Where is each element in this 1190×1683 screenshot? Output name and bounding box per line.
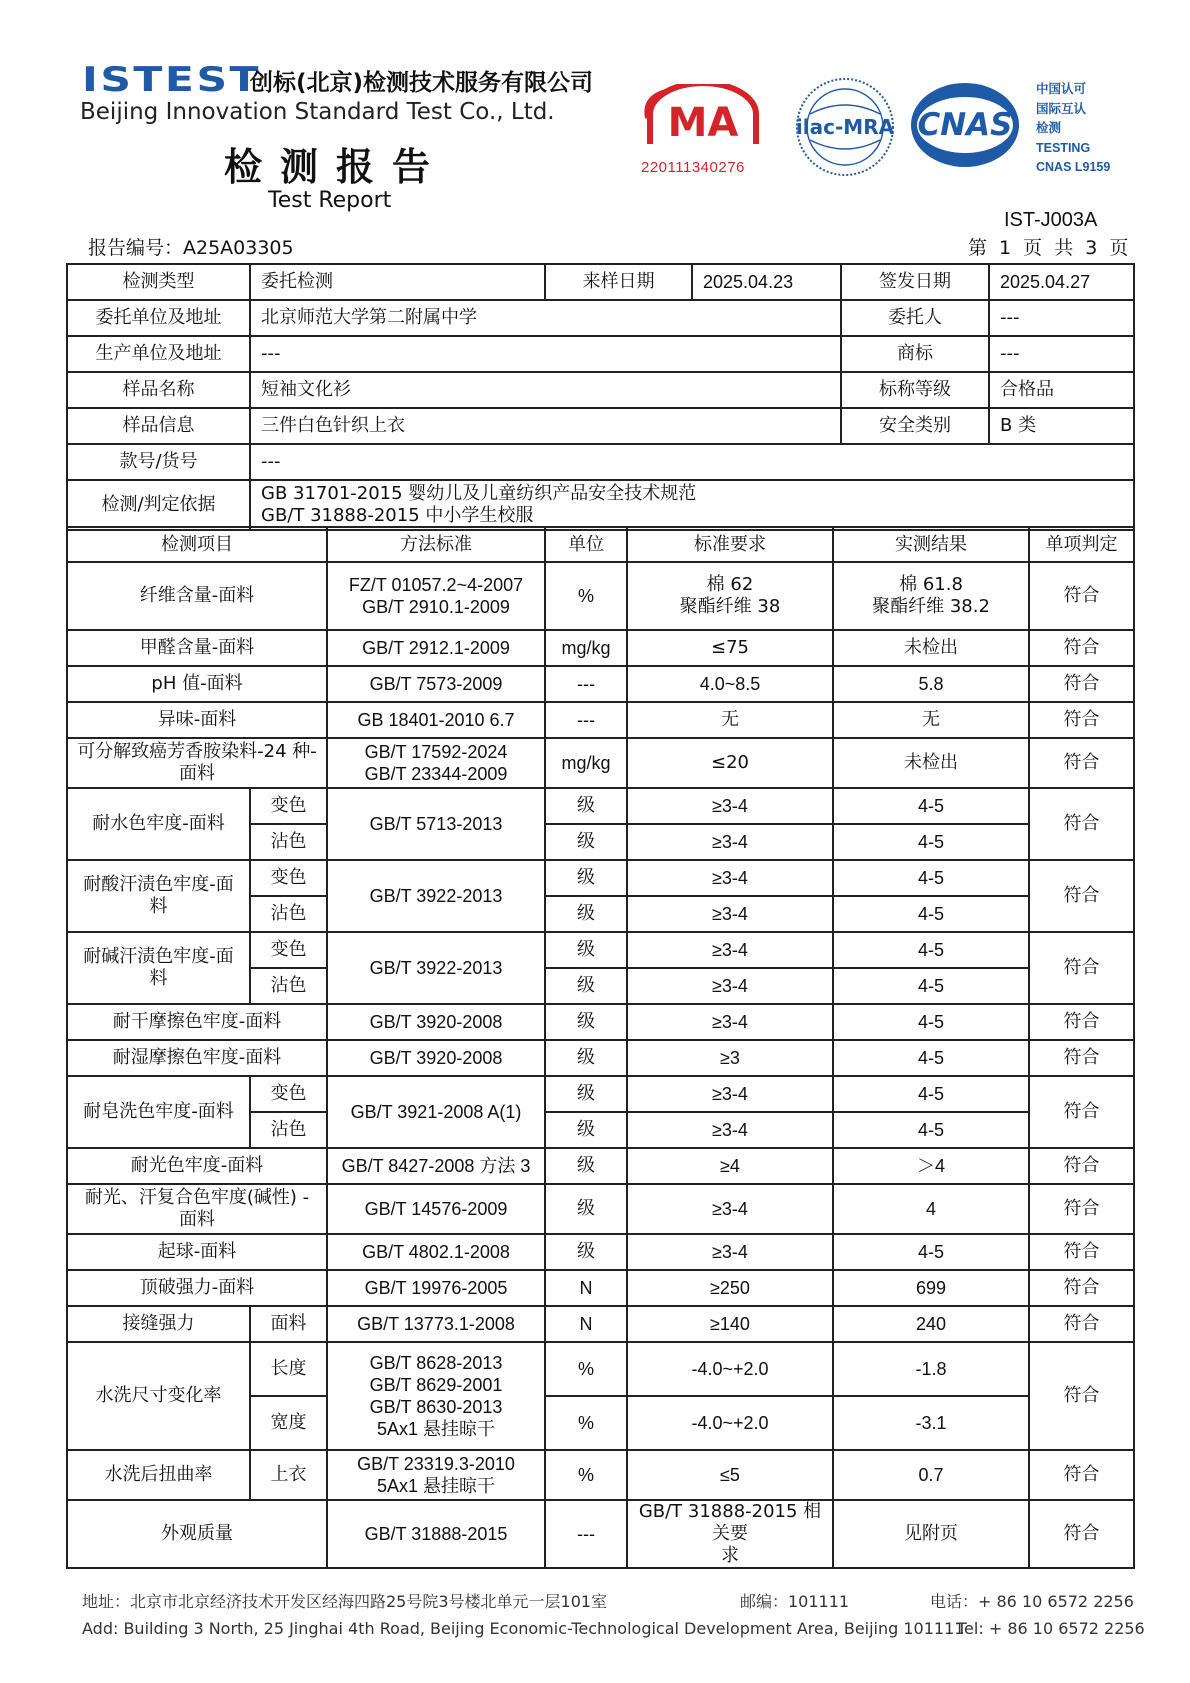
requirement-cell: ≥3-4: [627, 788, 833, 824]
unit-cell: 级: [545, 896, 627, 932]
unit-cell: 级: [545, 1076, 627, 1112]
item-cell: 耐皂洗色牢度-面料: [67, 1076, 250, 1148]
table-row: [67, 336, 1134, 372]
client-label: 委托单位及地址: [67, 300, 250, 336]
method-cell: GB/T 4802.1-2008: [327, 1234, 545, 1270]
column-header: 实测结果: [833, 527, 1029, 562]
requirement-cell: [627, 1500, 833, 1568]
judgment-cell: 符合: [1029, 630, 1134, 666]
cnas-line: 中国认可: [1036, 82, 1087, 96]
grade-label: 标称等级: [841, 372, 989, 408]
cma-seal-icon: [640, 84, 766, 146]
judgment-cell: 符合: [1029, 1500, 1134, 1568]
sample-date-label: 来样日期: [545, 264, 692, 300]
result-line: 棉 61.8: [899, 574, 963, 595]
result-cell: ＞4: [833, 1148, 1029, 1184]
judgment-cell: 符合: [1029, 1004, 1134, 1040]
item-line: 面料: [179, 1209, 215, 1230]
item-cell: [67, 932, 250, 1004]
item-cell: 耐干摩擦色牢度-面料: [67, 1004, 327, 1040]
svg-text:CNAS: CNAS: [917, 107, 1013, 143]
requirement-cell: ≥3-4: [627, 1004, 833, 1040]
table-row: [67, 702, 1134, 738]
requirement-cell: ≥3-4: [627, 1076, 833, 1112]
issue-date-value: 2025.04.27: [989, 264, 1134, 300]
style-value: ---: [250, 444, 1134, 480]
unit-cell: N: [545, 1306, 627, 1342]
judgment-cell: 符合: [1029, 1342, 1134, 1450]
judgment-cell: 符合: [1029, 1234, 1134, 1270]
sub-item-cell: 沾色: [250, 1112, 327, 1148]
result-cell: 无: [833, 702, 1029, 738]
item-cell: 水洗后扭曲率: [67, 1450, 250, 1500]
table-row: [67, 300, 1134, 336]
item-cell: [67, 860, 250, 932]
unit-cell: 级: [545, 1112, 627, 1148]
svg-text:MA: MA: [667, 100, 739, 146]
method-line: 5Ax1 悬挂晾干: [376, 1476, 496, 1496]
requirement-cell: ≥3-4: [627, 1112, 833, 1148]
table-row: [67, 1270, 1134, 1306]
table-row: [67, 1306, 1134, 1342]
result-cell: 4-5: [833, 824, 1029, 860]
sub-item-cell: 沾色: [250, 896, 327, 932]
requirement-line: GB/T 31888-2015 相关要: [638, 1501, 822, 1544]
table-row: [67, 1004, 1134, 1040]
unit-cell: ---: [545, 666, 627, 702]
item-cell: 起球-面料: [67, 1234, 327, 1270]
sub-item-cell: 上衣: [250, 1450, 327, 1500]
unit-cell: 级: [545, 1040, 627, 1076]
item-line: 料: [149, 896, 168, 917]
basis-label: 检测/判定依据: [67, 480, 250, 530]
unit-cell: %: [545, 1342, 627, 1396]
item-line: 耐光、汗复合色牢度(碱性) -: [84, 1187, 310, 1208]
sample-info-label: 样品信息: [67, 408, 250, 444]
sub-item-cell: 变色: [250, 788, 327, 824]
manufacturer-value: ---: [250, 336, 841, 372]
result-cell: 4-5: [833, 968, 1029, 1004]
requirement-cell: ≥3: [627, 1040, 833, 1076]
item-cell: 异味-面料: [67, 702, 327, 738]
result-cell: 4-5: [833, 932, 1029, 968]
report-number: 报告编号：A25A03305: [88, 237, 294, 259]
item-cell: 耐光色牢度-面料: [67, 1148, 327, 1184]
judgment-cell: 符合: [1029, 1270, 1134, 1306]
cnas-line: 检测: [1036, 121, 1062, 135]
sample-name-value: 短袖文化衫: [250, 372, 841, 408]
judgment-cell: 符合: [1029, 1148, 1134, 1184]
cnas-line: TESTING: [1036, 140, 1091, 155]
requirement-cell: ≥3-4: [627, 1234, 833, 1270]
requirement-line: 求: [721, 1545, 739, 1566]
company-logo: ISTEST: [82, 60, 262, 100]
table-row: [67, 408, 1134, 444]
result-cell: 4-5: [833, 788, 1029, 824]
unit-cell: %: [545, 1396, 627, 1450]
requirement-cell: -4.0~+2.0: [627, 1396, 833, 1450]
column-header: 单项判定: [1029, 527, 1134, 562]
requirement-cell: ≥3-4: [627, 896, 833, 932]
judgment-cell: 符合: [1029, 860, 1134, 932]
judgment-cell: 符合: [1029, 1184, 1134, 1234]
basis-line: GB 31701-2015 婴幼儿及儿童纺织产品安全技术规范: [261, 483, 697, 504]
requirement-cell: ≥3-4: [627, 968, 833, 1004]
footer-phone-en: Tel: + 86 10 6572 2256: [957, 1619, 1145, 1638]
result-cell: 未检出: [833, 738, 1029, 788]
column-header: 单位: [545, 527, 627, 562]
unit-cell: 级: [545, 1184, 627, 1234]
cnas-accreditation-text: [1036, 80, 1110, 178]
sub-item-cell: 面料: [250, 1306, 327, 1342]
table-row: [67, 562, 1134, 630]
item-cell: 顶破强力-面料: [67, 1270, 327, 1306]
item-line: 可分解致癌芳香胺染料-24 种-: [77, 741, 317, 762]
method-cell: GB/T 8427-2008 方法 3: [327, 1148, 545, 1184]
type-label: 检测类型: [67, 264, 250, 300]
unit-cell: 级: [545, 1148, 627, 1184]
result-cell: 4-5: [833, 896, 1029, 932]
requirement-cell: ≥3-4: [627, 932, 833, 968]
requirement-cell: 4.0~8.5: [627, 666, 833, 702]
item-cell: pH 值-面料: [67, 666, 327, 702]
requirement-cell: ≤20: [627, 738, 833, 788]
method-line: GB/T 8629-2001: [369, 1375, 503, 1395]
column-header: 标准要求: [627, 527, 833, 562]
method-line: GB/T 8628-2013: [369, 1353, 503, 1373]
unit-cell: %: [545, 562, 627, 630]
item-cell: 水洗尺寸变化率: [67, 1342, 250, 1450]
requirement-cell: ≥4: [627, 1148, 833, 1184]
item-cell: [67, 738, 327, 788]
result-cell: 4-5: [833, 860, 1029, 896]
report-title-en: Test Report: [268, 188, 392, 213]
type-value: 委托检测: [250, 264, 545, 300]
requirement-cell: ≥3-4: [627, 824, 833, 860]
item-line: 面料: [179, 763, 215, 784]
issue-date-label: 签发日期: [841, 264, 989, 300]
sub-item-cell: 沾色: [250, 824, 327, 860]
item-cell: 甲醛含量-面料: [67, 630, 327, 666]
page-info: 第 1 页 共 3 页: [968, 237, 1132, 259]
unit-cell: %: [545, 1450, 627, 1500]
svg-text:ilac-MRA: ilac-MRA: [795, 115, 895, 139]
result-cell: 见附页: [833, 1500, 1029, 1568]
unit-cell: 级: [545, 860, 627, 896]
requirement-cell: 无: [627, 702, 833, 738]
cnas-line: 国际互认: [1036, 101, 1087, 116]
method-cell: GB/T 31888-2015: [327, 1500, 545, 1568]
company-name-cn: 创标(北京)检测技术服务有限公司: [250, 70, 594, 96]
document-code: IST-J003A: [1004, 209, 1098, 231]
result-cell: 4: [833, 1184, 1029, 1234]
method-cell: [327, 1342, 545, 1450]
unit-cell: mg/kg: [545, 630, 627, 666]
result-cell: 240: [833, 1306, 1029, 1342]
cma-number: 220111340276: [641, 159, 745, 176]
table-row: [67, 480, 1134, 530]
principal-value: ---: [989, 300, 1134, 336]
method-cell: GB 18401-2010 6.7: [327, 702, 545, 738]
unit-cell: 级: [545, 932, 627, 968]
unit-cell: ---: [545, 1500, 627, 1568]
item-line: 耐碱汗渍色牢度-面: [83, 946, 234, 967]
judgment-cell: 符合: [1029, 666, 1134, 702]
method-cell: GB/T 3921-2008 A(1): [327, 1076, 545, 1148]
unit-cell: 级: [545, 824, 627, 860]
unit-cell: 级: [545, 1234, 627, 1270]
basis-line: GB/T 31888-2015 中小学生校服: [261, 505, 534, 526]
item-line: 料: [149, 968, 168, 989]
item-cell: 耐水色牢度-面料: [67, 788, 250, 860]
judgment-cell: 符合: [1029, 1040, 1134, 1076]
judgment-cell: 符合: [1029, 738, 1134, 788]
judgment-cell: 符合: [1029, 1076, 1134, 1148]
table-row: [67, 1148, 1134, 1184]
result-cell: 4-5: [833, 1112, 1029, 1148]
table-row: [67, 738, 1134, 788]
item-line: 耐酸汗渍色牢度-面: [83, 874, 234, 895]
table-row: [67, 264, 1134, 300]
method-line: FZ/T 01057.2~4-2007: [348, 575, 524, 595]
result-cell: 5.8: [833, 666, 1029, 702]
requirement-cell: ≤75: [627, 630, 833, 666]
sample-date-value: 2025.04.23: [692, 264, 841, 300]
item-cell: 接缝强力: [67, 1306, 250, 1342]
unit-cell: ---: [545, 702, 627, 738]
sub-item-cell: 长度: [250, 1342, 327, 1396]
table-row: [67, 788, 1134, 824]
sample-info-table: [66, 263, 1135, 531]
brand-value: ---: [989, 336, 1134, 372]
requirement-cell: ≥140: [627, 1306, 833, 1342]
method-cell: GB/T 3922-2013: [327, 932, 545, 1004]
method-cell: GB/T 14576-2009: [327, 1184, 545, 1234]
judgment-cell: 符合: [1029, 1306, 1134, 1342]
sample-info-value: 三件白色针织上衣: [250, 408, 841, 444]
table-row: [67, 1342, 1134, 1396]
column-header: 方法标准: [327, 527, 545, 562]
cnas-seal-icon: [908, 80, 1022, 170]
client-value: 北京师范大学第二附属中学: [250, 300, 841, 336]
method-line: GB/T 17592-2024: [364, 742, 508, 762]
principal-label: 委托人: [841, 300, 989, 336]
sample-name-label: 样品名称: [67, 372, 250, 408]
method-cell: GB/T 3922-2013: [327, 860, 545, 932]
method-line: GB/T 2910.1-2009: [362, 597, 510, 617]
footer-postcode: 邮编：101111: [740, 1592, 850, 1611]
table-row: [67, 1040, 1134, 1076]
sub-item-cell: 沾色: [250, 968, 327, 1004]
result-cell: 699: [833, 1270, 1029, 1306]
footer-address-en: Add: Building 3 North, 25 Jinghai 4th Road, Beijing Economic-Technological Development Area, Beijing 101111: [82, 1619, 965, 1638]
judgment-cell: 符合: [1029, 1450, 1134, 1500]
result-line: 聚酯纤维 38.2: [872, 596, 990, 617]
sub-item-cell: 变色: [250, 860, 327, 896]
sub-item-cell: 变色: [250, 1076, 327, 1112]
unit-cell: 级: [545, 1004, 627, 1040]
judgment-cell: 符合: [1029, 562, 1134, 630]
table-row: [67, 1450, 1134, 1500]
judgment-cell: 符合: [1029, 932, 1134, 1004]
item-cell: [67, 1184, 327, 1234]
column-header: 检测项目: [67, 527, 327, 562]
result-cell: 4-5: [833, 1234, 1029, 1270]
table-row: [67, 860, 1134, 896]
table-row: [67, 444, 1134, 480]
method-cell: [327, 562, 545, 630]
table-row: [67, 372, 1134, 408]
method-cell: GB/T 13773.1-2008: [327, 1306, 545, 1342]
sub-item-cell: 宽度: [250, 1396, 327, 1450]
method-cell: GB/T 3920-2008: [327, 1040, 545, 1076]
item-cell: 纤维含量-面料: [67, 562, 327, 630]
unit-cell: N: [545, 1270, 627, 1306]
result-cell: 4-5: [833, 1004, 1029, 1040]
method-cell: [327, 1450, 545, 1500]
safety-label: 安全类别: [841, 408, 989, 444]
requirement-cell: ≤5: [627, 1450, 833, 1500]
basis-value: [250, 480, 1134, 530]
result-cell: 4-5: [833, 1040, 1029, 1076]
brand-label: 商标: [841, 336, 989, 372]
grade-value: 合格品: [989, 372, 1134, 408]
requirement-line: 棉 62: [706, 574, 754, 595]
method-cell: [327, 738, 545, 788]
requirement-line: 聚酯纤维 38: [679, 596, 781, 617]
judgment-cell: 符合: [1029, 788, 1134, 860]
requirement-cell: ≥250: [627, 1270, 833, 1306]
table-row: [67, 1500, 1134, 1568]
method-cell: GB/T 5713-2013: [327, 788, 545, 860]
requirement-cell: ≥3-4: [627, 1184, 833, 1234]
result-cell: 0.7: [833, 1450, 1029, 1500]
table-row: [67, 932, 1134, 968]
test-results-table: [66, 526, 1135, 1569]
method-line: GB/T 23344-2009: [364, 764, 508, 784]
table-row: [67, 666, 1134, 702]
method-line: GB/T 23319.3-2010: [357, 1454, 515, 1474]
footer-address-cn: 地址：北京市北京经济技术开发区经海四路25号院3号楼北单元一层101室: [82, 1592, 608, 1611]
unit-cell: 级: [545, 788, 627, 824]
method-cell: GB/T 19976-2005: [327, 1270, 545, 1306]
footer-phone-cn: 电话：+ 86 10 6572 2256: [930, 1592, 1134, 1611]
table-row: [67, 1076, 1134, 1112]
table-header-row: [67, 527, 1134, 562]
judgment-cell: 符合: [1029, 702, 1134, 738]
unit-cell: 级: [545, 968, 627, 1004]
result-cell: 4-5: [833, 1076, 1029, 1112]
safety-value: B 类: [989, 408, 1134, 444]
company-name-en: Beijing Innovation Standard Test Co., Ltd.: [80, 99, 555, 125]
result-cell: -1.8: [833, 1342, 1029, 1396]
requirement-cell: -4.0~+2.0: [627, 1342, 833, 1396]
method-cell: GB/T 3920-2008: [327, 1004, 545, 1040]
method-line: 5Ax1 悬挂晾干: [376, 1419, 496, 1439]
table-row: [67, 1184, 1134, 1234]
result-cell: -3.1: [833, 1396, 1029, 1450]
sub-item-cell: 变色: [250, 932, 327, 968]
ilac-mra-seal-icon: [794, 74, 896, 180]
result-cell: 未检出: [833, 630, 1029, 666]
report-title-cn: 检测报告: [224, 144, 449, 189]
method-line: GB/T 8630-2013: [369, 1397, 503, 1417]
item-cell: 外观质量: [67, 1500, 327, 1568]
unit-cell: mg/kg: [545, 738, 627, 788]
method-cell: GB/T 7573-2009: [327, 666, 545, 702]
result-cell: [833, 562, 1029, 630]
requirement-cell: ≥3-4: [627, 860, 833, 896]
style-label: 款号/货号: [67, 444, 250, 480]
manufacturer-label: 生产单位及地址: [67, 336, 250, 372]
table-row: [67, 630, 1134, 666]
cnas-line: CNAS L9159: [1036, 160, 1111, 174]
item-cell: 耐湿摩擦色牢度-面料: [67, 1040, 327, 1076]
table-row: [67, 1234, 1134, 1270]
requirement-cell: [627, 562, 833, 630]
method-cell: GB/T 2912.1-2009: [327, 630, 545, 666]
